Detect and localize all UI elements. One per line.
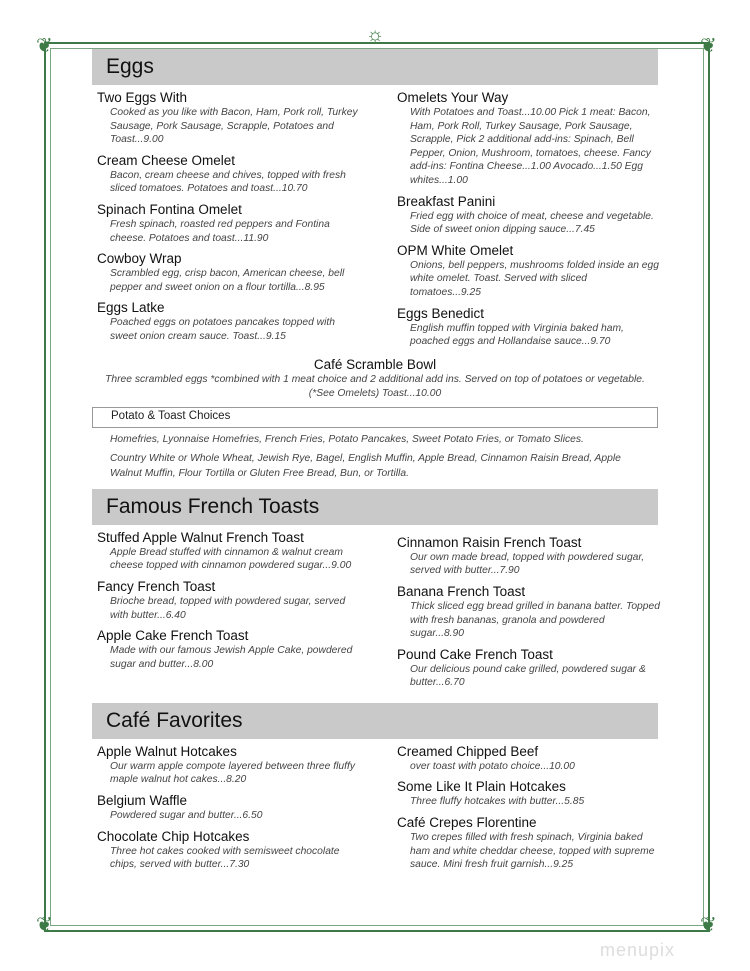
menu-item xyxy=(397,193,658,237)
menu-item xyxy=(97,152,397,196)
item-name: Cinnamon Raisin French Toast xyxy=(397,534,582,550)
item-desc: Powdered sugar and butter...6.50 xyxy=(110,810,263,822)
item-desc: Onions, bell peppers, mushrooms folded inside an egg white omelet. Toast. Served with sliced tomatoes...9.25 xyxy=(410,259,659,298)
potato-choices: Homefries, Lyonnaise Homefries, French Fries, Potato Pancakes, Sweet Potato Fries, or Tomato Slices. xyxy=(110,433,584,445)
item-name: Creamed Chipped Beef xyxy=(397,743,539,759)
menu-item xyxy=(97,529,397,573)
menu-content xyxy=(92,49,658,877)
menu-item xyxy=(397,583,658,641)
item-name: Cowboy Wrap xyxy=(97,251,182,267)
item-name: Chocolate Chip Hotcakes xyxy=(97,828,250,844)
menu-item xyxy=(397,242,658,300)
item-desc: Our own made bread, topped with powdered sugar, served with butter...7.90 xyxy=(410,551,645,577)
item-name: Eggs Benedict xyxy=(397,305,485,321)
item-desc: (*See Omelets) Toast...10.00 xyxy=(308,387,442,399)
section-title: Famous French Toasts xyxy=(106,494,320,518)
vine-corner-icon: ❦ xyxy=(700,914,717,936)
vine-corner-icon: ❦ xyxy=(36,35,53,57)
item-name: Belgium Waffle xyxy=(97,793,188,809)
item-desc: Three fluffy hotcakes with butter...5.85 xyxy=(410,796,585,808)
eggs-header xyxy=(92,49,658,85)
menu-item xyxy=(97,743,397,787)
item-desc: Bacon, cream cheese and chives, topped with fresh sliced tomatoes. Potatoes and toast...10.70 xyxy=(110,169,346,195)
scramble-bowl xyxy=(92,356,658,401)
item-desc: over toast with potato choice...10.00 xyxy=(410,760,575,772)
item-name: Pound Cake French Toast xyxy=(397,646,553,662)
menu-item xyxy=(397,778,658,809)
item-desc: Poached eggs on potatoes pancakes topped with sweet onion cream sauce. Toast...9.15 xyxy=(110,317,335,342)
cafe-favorites-section xyxy=(92,703,658,877)
item-name: Cream Cheese Omelet xyxy=(97,152,236,168)
item-name: Some Like It Plain Hotcakes xyxy=(397,779,566,795)
menu-item xyxy=(97,792,397,823)
item-name: Apple Walnut Hotcakes xyxy=(97,743,237,759)
item-name: Apple Cake French Toast xyxy=(97,628,249,644)
vine-corner-icon: ❦ xyxy=(36,914,53,936)
item-name: OPM White Omelet xyxy=(397,242,514,258)
menu-item xyxy=(97,299,397,343)
menu-item xyxy=(397,534,658,578)
item-name: Stuffed Apple Walnut French Toast xyxy=(97,529,304,545)
menu-item xyxy=(397,305,658,349)
sun-ornament-icon: ☼ xyxy=(365,24,385,46)
item-desc: Scrambled egg, crisp bacon, American cheese, bell pepper and sweet onion on a flour tortilla...8.95 xyxy=(110,268,345,293)
item-name: Breakfast Panini xyxy=(397,193,496,209)
item-name: Eggs Latke xyxy=(97,300,165,316)
item-desc: Thick sliced egg bread grilled in banana batter. Topped with fresh bananas, granola and powdered sugar...8.90 xyxy=(410,600,660,640)
item-desc: Brioche bread, topped with powdered sugar, served with butter...6.40 xyxy=(110,595,346,621)
choices-box: Potato & Toast Choices xyxy=(92,407,658,428)
item-desc: Three hot cakes cooked with semisweet chocolate chips, served with butter...7.30 xyxy=(110,845,340,871)
menu-item xyxy=(97,201,397,245)
section-title: Café Favorites xyxy=(106,708,243,732)
menu-item xyxy=(97,89,397,147)
item-name: Spinach Fontina Omelet xyxy=(97,201,242,217)
section-title: Eggs xyxy=(106,55,154,78)
item-desc: Fried egg with choice of meat, cheese and vegetable. Side of sweet onion dipping sauce...7.45 xyxy=(410,210,654,236)
french-toast-header xyxy=(92,489,658,525)
cafe-favorites-header xyxy=(92,703,658,739)
menu-item xyxy=(97,250,397,294)
vine-corner-icon: ❦ xyxy=(700,35,717,57)
item-desc: Our warm apple compote layered between three fluffy maple walnut hot cakes...8.20 xyxy=(110,760,355,786)
menu-item xyxy=(397,646,658,690)
menu-item xyxy=(397,814,658,872)
item-name: Omelets Your Way xyxy=(397,90,509,105)
item-name: Two Eggs With xyxy=(97,90,188,105)
item-desc: Made with our famous Jewish Apple Cake, powdered sugar and butter...8.00 xyxy=(110,645,353,670)
eggs-section xyxy=(92,49,658,481)
menu-item xyxy=(97,828,397,872)
item-desc: Apple Bread stuffed with cinnamon & walnut cream cheese topped with cinnamon powdered sugar...9.00 xyxy=(110,546,352,572)
toast-choices: Country White or Whole Wheat, Jewish Rye, Bagel, English Muffin, Apple Bread, Cinnamon Raisin Bread, Apple Walnut Muffin, Flour Tortilla or Gluten Free Bread, Bun, or Tortilla. xyxy=(110,452,621,479)
watermark: menupix xyxy=(600,940,676,960)
item-desc: Two crepes filled with fresh spinach, Virginia baked ham and white cheddar cheese, topped with supreme sauce. Mini fresh fruit garnish...9.25 xyxy=(410,832,655,871)
item-name: Café Scramble Bowl xyxy=(313,356,437,372)
item-desc: Three scrambled eggs *combined with 1 meat choice and 2 additional add ins. Served on top of potatoes or vegetable. xyxy=(105,373,645,385)
item-desc: With Potatoes and Toast...10.00 Pick 1 meat: Bacon, Ham, Pork Roll, Turkey Sausage, Pork Sausage, Scrapple, Pick 2 additional add-ins: Spinach, Bell Pepper, Onion, Mushroom, tomatoes, cheese. Fancy add-ins: Fontina Cheese...1.00 Avocado...1.50 Egg whites...1.00 xyxy=(410,107,651,186)
item-name: Fancy French Toast xyxy=(97,578,216,594)
menu-item xyxy=(97,578,397,622)
item-name: Banana French Toast xyxy=(397,583,526,599)
item-name: Café Crepes Florentine xyxy=(397,815,537,831)
menu-item xyxy=(397,89,658,188)
menu-item xyxy=(397,743,658,774)
menu-item xyxy=(97,627,397,671)
item-desc: Cooked as you like with Bacon, Ham, Pork roll, Turkey Sausage, Pork Sausage, Scrapple, Potatoes and Toast...9.00 xyxy=(110,107,358,146)
item-desc: English muffin topped with Virginia baked ham, poached eggs and Hollandaise sauce...9.70 xyxy=(410,322,624,348)
item-desc: Fresh spinach, roasted red peppers and Fontina cheese. Potatoes and toast...11.90 xyxy=(110,218,330,244)
item-desc: Our delicious pound cake grilled, powdered sugar & butter...6.70 xyxy=(410,663,646,689)
french-toast-section xyxy=(92,489,658,695)
